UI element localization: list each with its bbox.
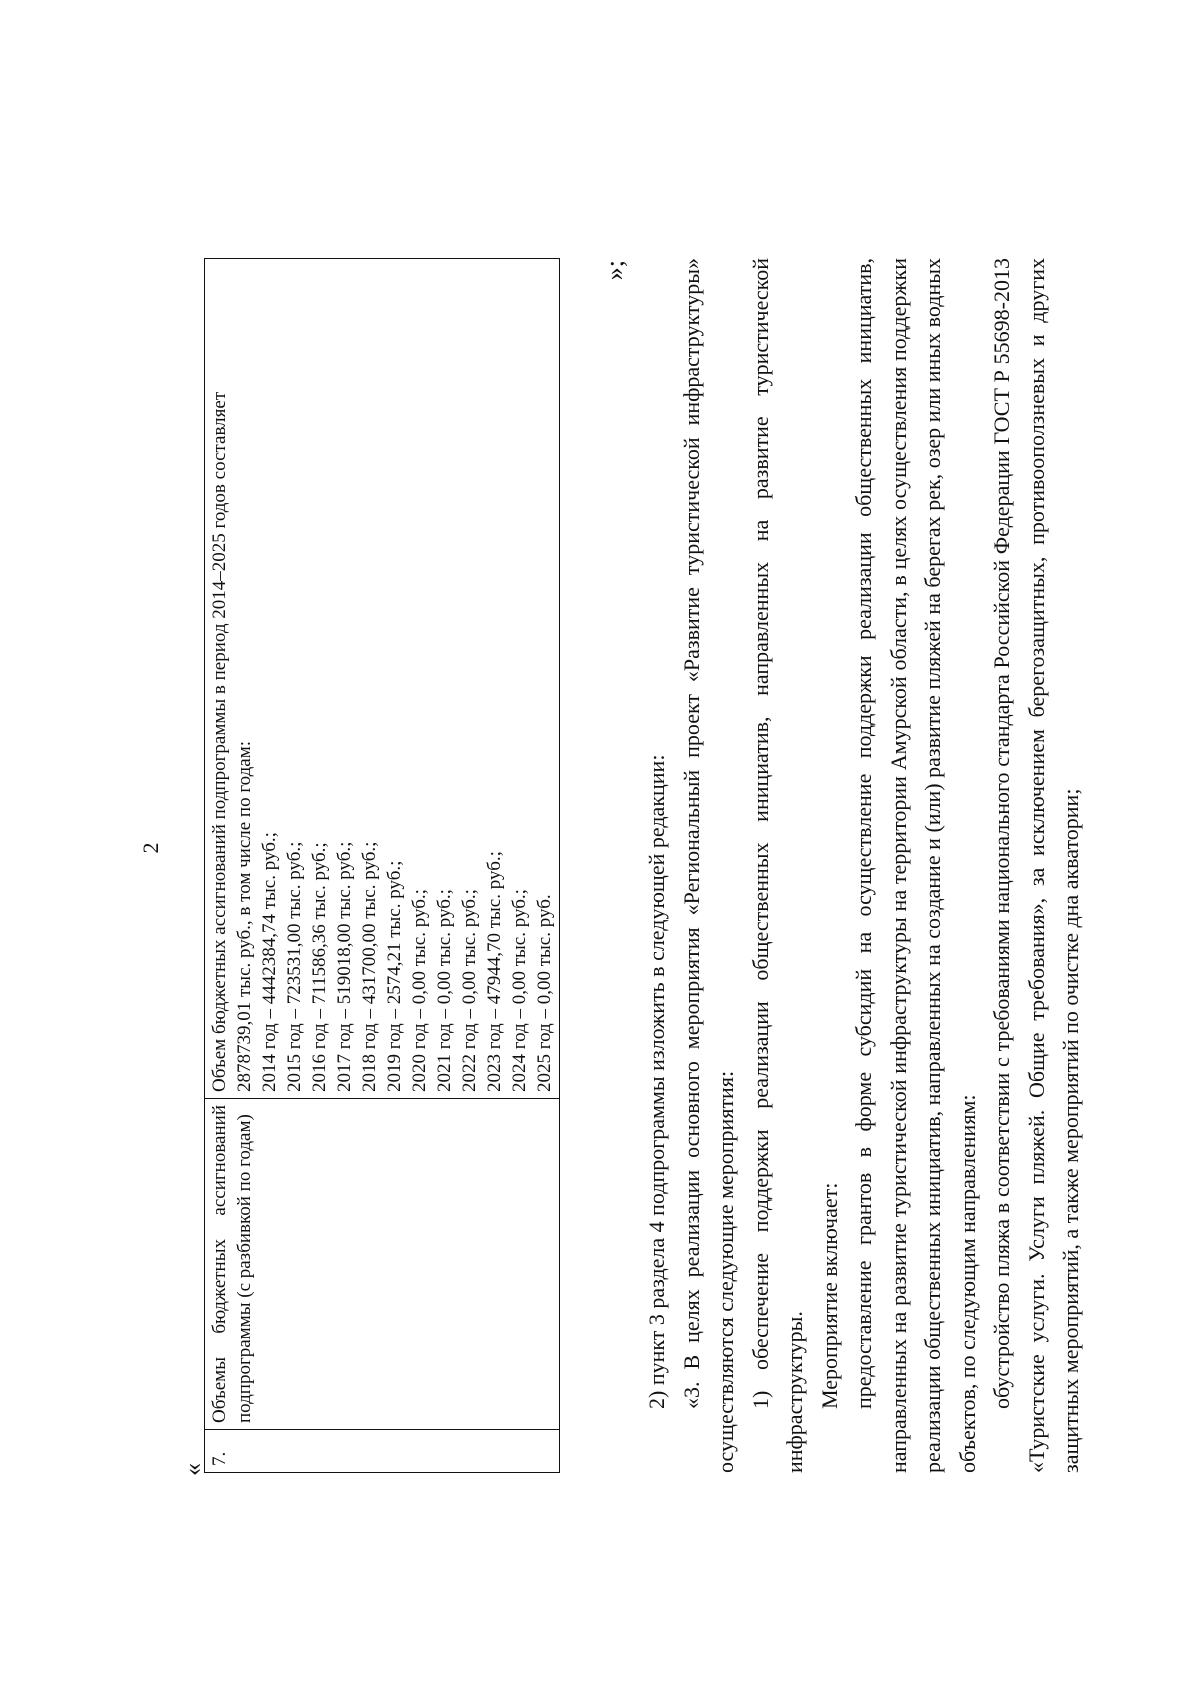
page-number: 2 [138, 842, 163, 854]
summary-line: 2878739,01 тыс. руб., в том числе по годам: [234, 740, 255, 1092]
row-label-cell: Объемы бюджетных ассигнований подпрограммы (с разбивкой по годам) [205, 1099, 560, 1430]
paragraph: предоставление грантов в форме субсидий на осуществление поддержки реализации общественных инициатив, направленных на развитие туристической инфраструктуры на территории Амурской области, в целях осуществления поддержки реализации общественных инициатив, направленных на создание и (или) развитие пляжей на берегах рек, озер или иных водных объектов, по следующим направлениям: [851, 258, 980, 1473]
closing-quote-mark: »; [600, 260, 629, 281]
year-line: 2015 год – 723531,00 тыс. руб.; [284, 841, 305, 1092]
table-row [205, 259, 560, 1473]
summary-line: Объем бюджетных ассигнований подпрограммы в период 2014–2025 годов составляет [209, 391, 230, 1092]
year-line: 2024 год – 0,00 тыс. руб.; [509, 889, 530, 1092]
body-text [640, 258, 1089, 1473]
row-content-cell [205, 259, 560, 1099]
year-line: 2018 год – 431700,00 тыс. руб.; [359, 841, 380, 1092]
year-line: 2017 год – 519018,00 тыс. руб.; [334, 841, 355, 1092]
year-line: 2016 год – 711586,36 тыс. руб.; [309, 842, 330, 1092]
rotated-page [100, 88, 1100, 1608]
paragraph: Мероприятие включает: [816, 1182, 842, 1409]
year-line: 2014 год – 4442384,74 тыс. руб.; [259, 832, 280, 1092]
year-line: 2025 год – 0,00 тыс. руб. [534, 894, 555, 1092]
year-line: 2019 год – 2574,21 тыс. руб.; [384, 860, 405, 1092]
paragraph: 2) пункт 3 раздела 4 подпрограммы изложить в следующей редакции: [644, 754, 669, 1409]
year-line: 2020 год – 0,00 тыс. руб.; [409, 889, 430, 1092]
row-number-cell: 7. [205, 1430, 560, 1473]
paragraph: 1) обеспечение поддержки реализации общественных инициатив, направленных на развитие туристической инфраструктуры. [747, 258, 807, 1473]
year-line: 2021 год – 0,00 тыс. руб.; [434, 889, 455, 1092]
paragraph: «3. В целях реализации основного мероприятия «Региональный проект «Развитие туристической инфраструктуры» осуществляются следующие мероприятия: [678, 258, 738, 1473]
year-line: 2023 год – 47944,70 тыс. руб.; [484, 851, 505, 1092]
opening-quote-mark: « [178, 1463, 207, 1476]
year-line: 2022 год – 0,00 тыс. руб.; [459, 889, 480, 1092]
paragraph: обустройство пляжа в соответствии с требованиями национального стандарта Российской Федерации ГОСТ Р 55698-2013 «Туристские услуги. Услуги пляжей. Общие требования», за исключением берегозащитных, противооползневых и других защитных мероприятий, а также мероприятий по очистке дна акватории; [989, 258, 1083, 1473]
budget-table [204, 258, 560, 1473]
